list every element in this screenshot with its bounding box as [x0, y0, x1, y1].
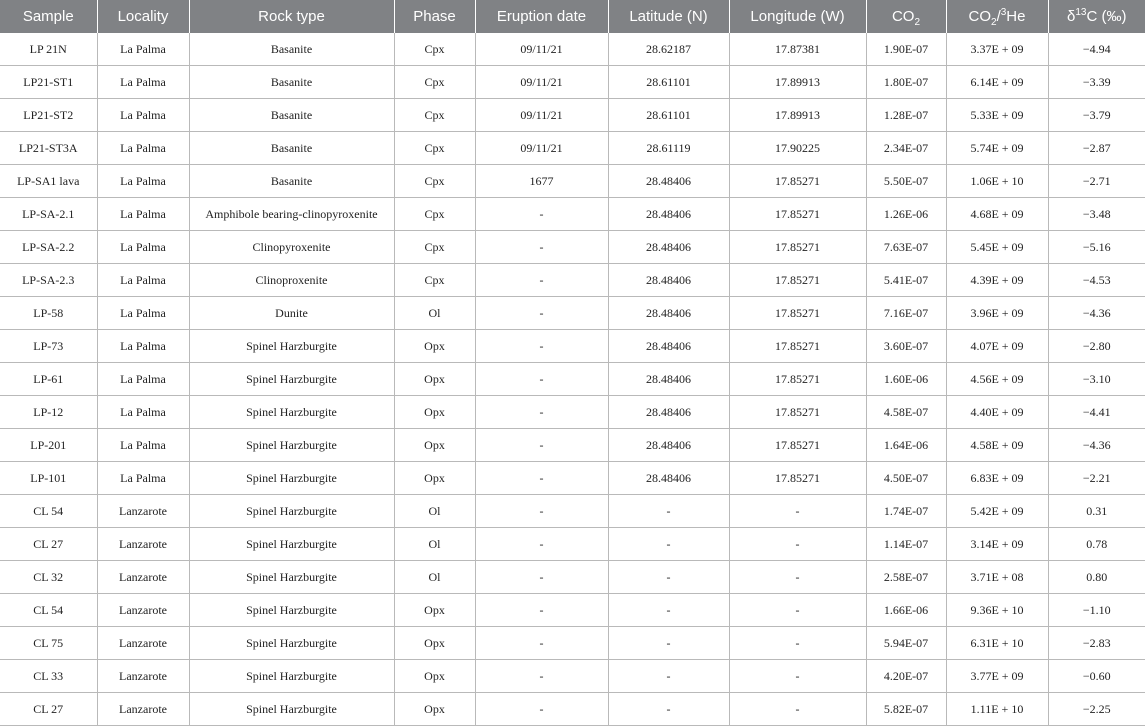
cell-phase: Cpx: [394, 165, 475, 198]
cell-co2: 1.64E-06: [866, 429, 946, 462]
cell-phase: Opx: [394, 660, 475, 693]
cell-latitude: -: [608, 660, 729, 693]
cell-co2-he-ratio: 4.07E + 09: [946, 330, 1048, 363]
cell-d13c: −3.39: [1048, 66, 1145, 99]
cell-co2: 4.58E-07: [866, 396, 946, 429]
cell-co2-he-ratio: 5.33E + 09: [946, 99, 1048, 132]
header-row: [0, 0, 1145, 33]
cell-latitude: 28.48406: [608, 462, 729, 495]
d13c-rest: C (‰): [1086, 8, 1127, 25]
cell-rock-type: Basanite: [189, 165, 394, 198]
cell-locality: Lanzarote: [97, 627, 189, 660]
cell-rock-type: Basanite: [189, 99, 394, 132]
cell-phase: Ol: [394, 561, 475, 594]
table-row: [0, 561, 1145, 594]
cell-longitude: 17.89913: [729, 66, 866, 99]
cell-rock-type: Clinopyroxenite: [189, 231, 394, 264]
cell-locality: La Palma: [97, 99, 189, 132]
cell-co2-he-ratio: 3.96E + 09: [946, 297, 1048, 330]
cell-latitude: 28.48406: [608, 363, 729, 396]
cell-rock-type: Basanite: [189, 66, 394, 99]
cell-rock-type: Spinel Harzburgite: [189, 693, 394, 726]
column-header-phase: Phase: [394, 0, 475, 33]
table-row: [0, 330, 1145, 363]
table-row: [0, 165, 1145, 198]
cell-locality: Lanzarote: [97, 495, 189, 528]
cell-phase: Opx: [394, 693, 475, 726]
cell-eruption-date: -: [475, 396, 608, 429]
column-header-eruption-date: Eruption date: [475, 0, 608, 33]
cell-d13c: −3.10: [1048, 363, 1145, 396]
cell-locality: La Palma: [97, 132, 189, 165]
cell-rock-type: Basanite: [189, 33, 394, 66]
cell-sample: LP-101: [0, 462, 97, 495]
cell-d13c: −4.41: [1048, 396, 1145, 429]
cell-eruption-date: -: [475, 594, 608, 627]
cell-phase: Opx: [394, 363, 475, 396]
co2-base: CO: [891, 8, 915, 25]
cell-eruption-date: -: [475, 363, 608, 396]
cell-eruption-date: -: [475, 693, 608, 726]
cell-longitude: 17.85271: [729, 330, 866, 363]
cell-rock-type: Spinel Harzburgite: [189, 429, 394, 462]
cell-sample: LP21-ST1: [0, 66, 97, 99]
cell-latitude: 28.61101: [608, 66, 729, 99]
cell-co2-he-ratio: 6.83E + 09: [946, 462, 1048, 495]
cell-eruption-date: -: [475, 264, 608, 297]
cell-co2-he-ratio: 1.06E + 10: [946, 165, 1048, 198]
cell-eruption-date: -: [475, 561, 608, 594]
cell-co2: 5.82E-07: [866, 693, 946, 726]
cell-sample: LP-SA-2.1: [0, 198, 97, 231]
table-row: [0, 132, 1145, 165]
cell-rock-type: Spinel Harzburgite: [189, 594, 394, 627]
table-row: [0, 495, 1145, 528]
cell-co2-he-ratio: 4.58E + 09: [946, 429, 1048, 462]
cell-co2-he-ratio: 3.77E + 09: [946, 660, 1048, 693]
cell-rock-type: Clinoproxenite: [189, 264, 394, 297]
cell-co2-he-ratio: 4.56E + 09: [946, 363, 1048, 396]
cell-d13c: −4.36: [1048, 297, 1145, 330]
cell-co2-he-ratio: 5.74E + 09: [946, 132, 1048, 165]
cell-eruption-date: -: [475, 429, 608, 462]
cell-locality: La Palma: [97, 264, 189, 297]
column-header-co2: [866, 0, 946, 33]
cell-eruption-date: -: [475, 495, 608, 528]
table-row: [0, 396, 1145, 429]
cell-longitude: -: [729, 594, 866, 627]
table-row: [0, 528, 1145, 561]
cell-sample: CL 54: [0, 594, 97, 627]
cell-co2-he-ratio: 4.68E + 09: [946, 198, 1048, 231]
cell-sample: LP-SA-2.3: [0, 264, 97, 297]
cell-rock-type: Amphibole bearing-clinopyroxenite: [189, 198, 394, 231]
cell-locality: La Palma: [97, 165, 189, 198]
cell-rock-type: Spinel Harzburgite: [189, 363, 394, 396]
cell-longitude: 17.85271: [729, 429, 866, 462]
cell-d13c: −1.10: [1048, 594, 1145, 627]
cell-longitude: 17.87381: [729, 33, 866, 66]
cell-co2: 2.58E-07: [866, 561, 946, 594]
cell-co2: 1.90E-07: [866, 33, 946, 66]
cell-d13c: −3.48: [1048, 198, 1145, 231]
cell-d13c: −0.60: [1048, 660, 1145, 693]
co2-subscript: 2: [914, 17, 921, 28]
cell-d13c: −2.83: [1048, 627, 1145, 660]
cell-latitude: 28.48406: [608, 429, 729, 462]
cell-locality: Lanzarote: [97, 660, 189, 693]
cell-d13c: −3.79: [1048, 99, 1145, 132]
cell-latitude: 28.48406: [608, 396, 729, 429]
cell-rock-type: Spinel Harzburgite: [189, 627, 394, 660]
cell-eruption-date: -: [475, 330, 608, 363]
cell-rock-type: Spinel Harzburgite: [189, 660, 394, 693]
cell-sample: LP 21N: [0, 33, 97, 66]
table-row: [0, 264, 1145, 297]
cell-co2: 3.60E-07: [866, 330, 946, 363]
cell-latitude: 28.48406: [608, 330, 729, 363]
cell-eruption-date: 1677: [475, 165, 608, 198]
cell-eruption-date: -: [475, 660, 608, 693]
cell-longitude: 17.85271: [729, 231, 866, 264]
cell-latitude: -: [608, 495, 729, 528]
cell-d13c: −4.94: [1048, 33, 1145, 66]
cell-rock-type: Spinel Harzburgite: [189, 495, 394, 528]
column-header-locality: Locality: [97, 0, 189, 33]
cell-sample: LP-201: [0, 429, 97, 462]
cell-eruption-date: 09/11/21: [475, 33, 608, 66]
cell-eruption-date: -: [475, 297, 608, 330]
cell-locality: La Palma: [97, 462, 189, 495]
table-row: [0, 33, 1145, 66]
cell-co2: 5.41E-07: [866, 264, 946, 297]
cell-latitude: -: [608, 627, 729, 660]
d13c-superscript: 13: [1075, 7, 1087, 18]
cell-eruption-date: 09/11/21: [475, 66, 608, 99]
cell-rock-type: Spinel Harzburgite: [189, 561, 394, 594]
cell-latitude: -: [608, 594, 729, 627]
cell-longitude: 17.85271: [729, 462, 866, 495]
cell-co2-he-ratio: 4.39E + 09: [946, 264, 1048, 297]
cell-sample: LP-12: [0, 396, 97, 429]
cell-longitude: 17.85271: [729, 264, 866, 297]
cell-co2-he-ratio: 9.36E + 10: [946, 594, 1048, 627]
cell-longitude: 17.85271: [729, 363, 866, 396]
cell-latitude: -: [608, 528, 729, 561]
cell-latitude: 28.62187: [608, 33, 729, 66]
cell-latitude: 28.48406: [608, 231, 729, 264]
cell-longitude: 17.85271: [729, 198, 866, 231]
cell-latitude: 28.61119: [608, 132, 729, 165]
cell-locality: La Palma: [97, 297, 189, 330]
cell-longitude: 17.85271: [729, 165, 866, 198]
column-header-longitude: Longitude (W): [729, 0, 866, 33]
cell-longitude: -: [729, 495, 866, 528]
cell-phase: Ol: [394, 528, 475, 561]
table-row: [0, 363, 1145, 396]
cell-co2: 5.50E-07: [866, 165, 946, 198]
cell-longitude: 17.85271: [729, 396, 866, 429]
cell-co2: 1.26E-06: [866, 198, 946, 231]
table-row: [0, 462, 1145, 495]
cell-phase: Opx: [394, 330, 475, 363]
cell-co2-he-ratio: 6.14E + 09: [946, 66, 1048, 99]
cell-eruption-date: -: [475, 198, 608, 231]
cell-latitude: 28.48406: [608, 264, 729, 297]
cell-longitude: -: [729, 693, 866, 726]
cell-co2: 1.14E-07: [866, 528, 946, 561]
d13c-delta: δ: [1067, 8, 1076, 25]
cell-rock-type: Dunite: [189, 297, 394, 330]
cell-sample: LP-73: [0, 330, 97, 363]
cell-phase: Cpx: [394, 132, 475, 165]
cell-sample: CL 27: [0, 528, 97, 561]
cell-co2-he-ratio: 1.11E + 10: [946, 693, 1048, 726]
cell-d13c: −2.25: [1048, 693, 1145, 726]
cell-co2: 1.66E-06: [866, 594, 946, 627]
cell-co2: 2.34E-07: [866, 132, 946, 165]
cell-sample: LP21-ST2: [0, 99, 97, 132]
table-row: [0, 594, 1145, 627]
ratio-slash: /: [996, 8, 1001, 25]
cell-co2-he-ratio: 3.37E + 09: [946, 33, 1048, 66]
cell-longitude: 17.90225: [729, 132, 866, 165]
cell-phase: Cpx: [394, 99, 475, 132]
cell-locality: Lanzarote: [97, 561, 189, 594]
cell-locality: La Palma: [97, 429, 189, 462]
cell-d13c: 0.80: [1048, 561, 1145, 594]
cell-sample: LP-SA1 lava: [0, 165, 97, 198]
ratio-base: CO: [968, 8, 991, 25]
cell-phase: Opx: [394, 429, 475, 462]
cell-d13c: −4.36: [1048, 429, 1145, 462]
table-row: [0, 231, 1145, 264]
cell-rock-type: Basanite: [189, 132, 394, 165]
cell-locality: La Palma: [97, 396, 189, 429]
cell-co2: 4.50E-07: [866, 462, 946, 495]
cell-co2-he-ratio: 4.40E + 09: [946, 396, 1048, 429]
cell-locality: La Palma: [97, 198, 189, 231]
cell-phase: Opx: [394, 627, 475, 660]
cell-latitude: 28.48406: [608, 297, 729, 330]
cell-phase: Opx: [394, 594, 475, 627]
cell-phase: Cpx: [394, 231, 475, 264]
cell-sample: CL 54: [0, 495, 97, 528]
cell-latitude: -: [608, 693, 729, 726]
cell-eruption-date: -: [475, 528, 608, 561]
cell-d13c: −2.87: [1048, 132, 1145, 165]
cell-co2-he-ratio: 5.42E + 09: [946, 495, 1048, 528]
table-row: [0, 99, 1145, 132]
cell-co2: 7.16E-07: [866, 297, 946, 330]
cell-sample: CL 27: [0, 693, 97, 726]
cell-eruption-date: -: [475, 462, 608, 495]
cell-sample: LP21-ST3A: [0, 132, 97, 165]
cell-co2: 1.80E-07: [866, 66, 946, 99]
cell-d13c: −2.71: [1048, 165, 1145, 198]
table-row: [0, 660, 1145, 693]
cell-latitude: 28.48406: [608, 198, 729, 231]
cell-locality: La Palma: [97, 330, 189, 363]
table-row: [0, 297, 1145, 330]
cell-phase: Ol: [394, 495, 475, 528]
ratio-superscript: 3: [1000, 7, 1007, 18]
cell-latitude: 28.61101: [608, 99, 729, 132]
table-row: [0, 627, 1145, 660]
cell-eruption-date: 09/11/21: [475, 132, 608, 165]
cell-co2-he-ratio: 6.31E + 10: [946, 627, 1048, 660]
cell-locality: Lanzarote: [97, 528, 189, 561]
cell-phase: Opx: [394, 462, 475, 495]
cell-sample: CL 32: [0, 561, 97, 594]
cell-longitude: -: [729, 627, 866, 660]
cell-co2-he-ratio: 3.71E + 08: [946, 561, 1048, 594]
column-header-co2-he-ratio: [946, 0, 1048, 33]
cell-rock-type: Spinel Harzburgite: [189, 330, 394, 363]
cell-d13c: −5.16: [1048, 231, 1145, 264]
ratio-he: He: [1006, 8, 1026, 25]
cell-rock-type: Spinel Harzburgite: [189, 528, 394, 561]
column-header-d13c: [1048, 0, 1145, 33]
cell-sample: CL 33: [0, 660, 97, 693]
cell-latitude: -: [608, 561, 729, 594]
cell-sample: LP-61: [0, 363, 97, 396]
cell-phase: Cpx: [394, 66, 475, 99]
cell-sample: CL 75: [0, 627, 97, 660]
table-row: [0, 66, 1145, 99]
cell-longitude: -: [729, 528, 866, 561]
column-header-sample: Sample: [0, 0, 97, 33]
cell-sample: LP-58: [0, 297, 97, 330]
cell-d13c: −2.80: [1048, 330, 1145, 363]
cell-locality: Lanzarote: [97, 693, 189, 726]
column-header-latitude: Latitude (N): [608, 0, 729, 33]
table-body: [0, 33, 1145, 726]
cell-co2-he-ratio: 5.45E + 09: [946, 231, 1048, 264]
cell-co2-he-ratio: 3.14E + 09: [946, 528, 1048, 561]
cell-co2: 5.94E-07: [866, 627, 946, 660]
cell-d13c: 0.31: [1048, 495, 1145, 528]
cell-eruption-date: 09/11/21: [475, 99, 608, 132]
table-row: [0, 429, 1145, 462]
cell-locality: La Palma: [97, 231, 189, 264]
cell-locality: La Palma: [97, 66, 189, 99]
cell-eruption-date: -: [475, 627, 608, 660]
cell-co2: 4.20E-07: [866, 660, 946, 693]
cell-longitude: -: [729, 660, 866, 693]
cell-longitude: -: [729, 561, 866, 594]
cell-d13c: −2.21: [1048, 462, 1145, 495]
cell-locality: La Palma: [97, 363, 189, 396]
table-row: [0, 198, 1145, 231]
cell-d13c: 0.78: [1048, 528, 1145, 561]
table-row: [0, 693, 1145, 726]
cell-rock-type: Spinel Harzburgite: [189, 396, 394, 429]
cell-phase: Cpx: [394, 33, 475, 66]
cell-co2: 1.74E-07: [866, 495, 946, 528]
cell-longitude: 17.85271: [729, 297, 866, 330]
cell-co2: 1.60E-06: [866, 363, 946, 396]
column-header-rock-type: Rock type: [189, 0, 394, 33]
cell-locality: La Palma: [97, 33, 189, 66]
cell-latitude: 28.48406: [608, 165, 729, 198]
cell-sample: LP-SA-2.2: [0, 231, 97, 264]
ratio-subscript: 2: [991, 17, 997, 28]
cell-locality: Lanzarote: [97, 594, 189, 627]
cell-phase: Ol: [394, 297, 475, 330]
cell-eruption-date: -: [475, 231, 608, 264]
cell-co2: 7.63E-07: [866, 231, 946, 264]
cell-d13c: −4.53: [1048, 264, 1145, 297]
cell-longitude: 17.89913: [729, 99, 866, 132]
cell-co2: 1.28E-07: [866, 99, 946, 132]
cell-phase: Cpx: [394, 198, 475, 231]
cell-rock-type: Spinel Harzburgite: [189, 462, 394, 495]
cell-phase: Opx: [394, 396, 475, 429]
cell-phase: Cpx: [394, 264, 475, 297]
